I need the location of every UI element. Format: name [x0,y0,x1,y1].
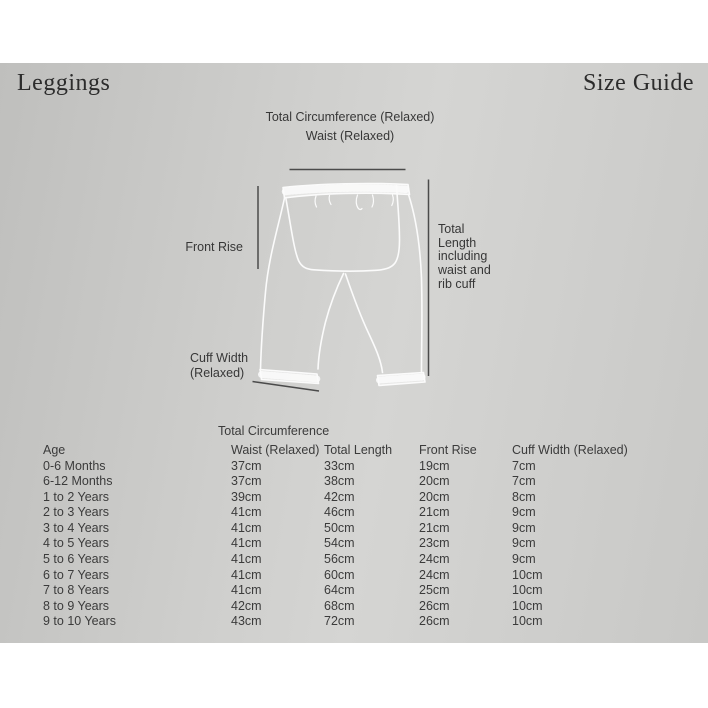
table-row [43,490,683,506]
cell-cuff-width: 8cm [512,489,536,504]
table-header-row [43,443,683,459]
cell-age: 4 to 5 Years [43,536,110,551]
table-row [43,459,683,475]
cell-front-rise: 21cm [419,520,450,535]
size-table-body [43,459,683,630]
product-title: Leggings [17,70,111,96]
cell-cuff-width: 10cm [512,614,543,629]
cell-cuff-width: 9cm [512,536,536,551]
cuff-width-label: Cuff Width (Relaxed) [190,351,249,381]
cell-total-length: 54cm [324,536,355,551]
table-row [43,536,683,552]
total-length-label: Total Length including waist and rib cuff [438,222,491,291]
cell-cuff-width: 7cm [512,474,536,489]
size-table [43,443,683,630]
cell-waist: 37cm [231,474,262,489]
cell-total-length: 33cm [324,458,355,473]
guide-title: Size Guide [583,70,694,96]
cell-front-rise: 19cm [419,458,450,473]
cell-front-rise: 24cm [419,567,450,582]
cell-cuff-width: 10cm [512,583,543,598]
cell-cuff-width: 10cm [512,567,543,582]
table-row [43,614,683,630]
cell-total-length: 42cm [324,489,355,504]
cell-cuff-width: 10cm [512,598,543,613]
cell-age: 2 to 3 Years [43,505,110,520]
table-row [43,552,683,568]
cell-age: 1 to 2 Years [43,489,110,504]
column-header-total-length: Total Length [324,443,393,457]
table-row [43,521,683,537]
cell-front-rise: 20cm [419,474,450,489]
cell-waist: 43cm [231,614,262,629]
column-header-waist: Waist (Relaxed) [231,443,320,457]
cell-age: 8 to 9 Years [43,598,110,613]
cell-age: 6 to 7 Years [43,567,110,582]
cell-total-length: 46cm [324,505,355,520]
table-group-header: Total Circumference [218,424,330,438]
cell-front-rise: 21cm [419,505,450,520]
table-row [43,599,683,615]
table-row [43,568,683,584]
waist-circumference-label-line1: Total Circumference (Relaxed) [265,110,435,124]
waist-circumference-label [175,108,525,146]
cell-total-length: 68cm [324,598,355,613]
cell-waist: 41cm [231,583,262,598]
column-header-age: Age [43,443,66,457]
front-rise-label: Front Rise [185,240,243,254]
cell-waist: 39cm [231,489,262,504]
cell-age: 9 to 10 Years [43,614,116,629]
cell-waist: 42cm [231,598,262,613]
cell-front-rise: 20cm [419,489,450,504]
cell-cuff-width: 9cm [512,520,536,535]
cell-waist: 41cm [231,552,262,567]
cell-front-rise: 26cm [419,614,450,629]
cell-total-length: 50cm [324,520,355,535]
waist-circumference-label-line2: Waist (Relaxed) [305,129,395,143]
cell-waist: 41cm [231,536,262,551]
cell-front-rise: 25cm [419,583,450,598]
cell-total-length: 72cm [324,614,355,629]
column-header-front-rise: Front Rise [419,443,477,457]
cell-front-rise: 24cm [419,552,450,567]
cell-waist: 41cm [231,520,262,535]
cell-age: 5 to 6 Years [43,552,110,567]
cell-waist: 41cm [231,567,262,582]
cell-cuff-width: 9cm [512,552,536,567]
table-row [43,474,683,490]
cell-total-length: 56cm [324,552,355,567]
table-row [43,583,683,599]
cell-age: 6-12 Months [43,474,113,489]
cell-total-length: 64cm [324,583,355,598]
cell-front-rise: 23cm [419,536,450,551]
cell-age: 0-6 Months [43,458,106,473]
column-header-cuff-width: Cuff Width (Relaxed) [512,443,628,457]
cell-total-length: 38cm [324,474,355,489]
cell-age: 7 to 8 Years [43,583,110,598]
cell-front-rise: 26cm [419,598,450,613]
cell-age: 3 to 4 Years [43,520,110,535]
cell-cuff-width: 9cm [512,505,536,520]
cell-waist: 41cm [231,505,262,520]
table-row [43,505,683,521]
cell-cuff-width: 7cm [512,458,536,473]
cell-waist: 37cm [231,458,262,473]
cell-total-length: 60cm [324,567,355,582]
